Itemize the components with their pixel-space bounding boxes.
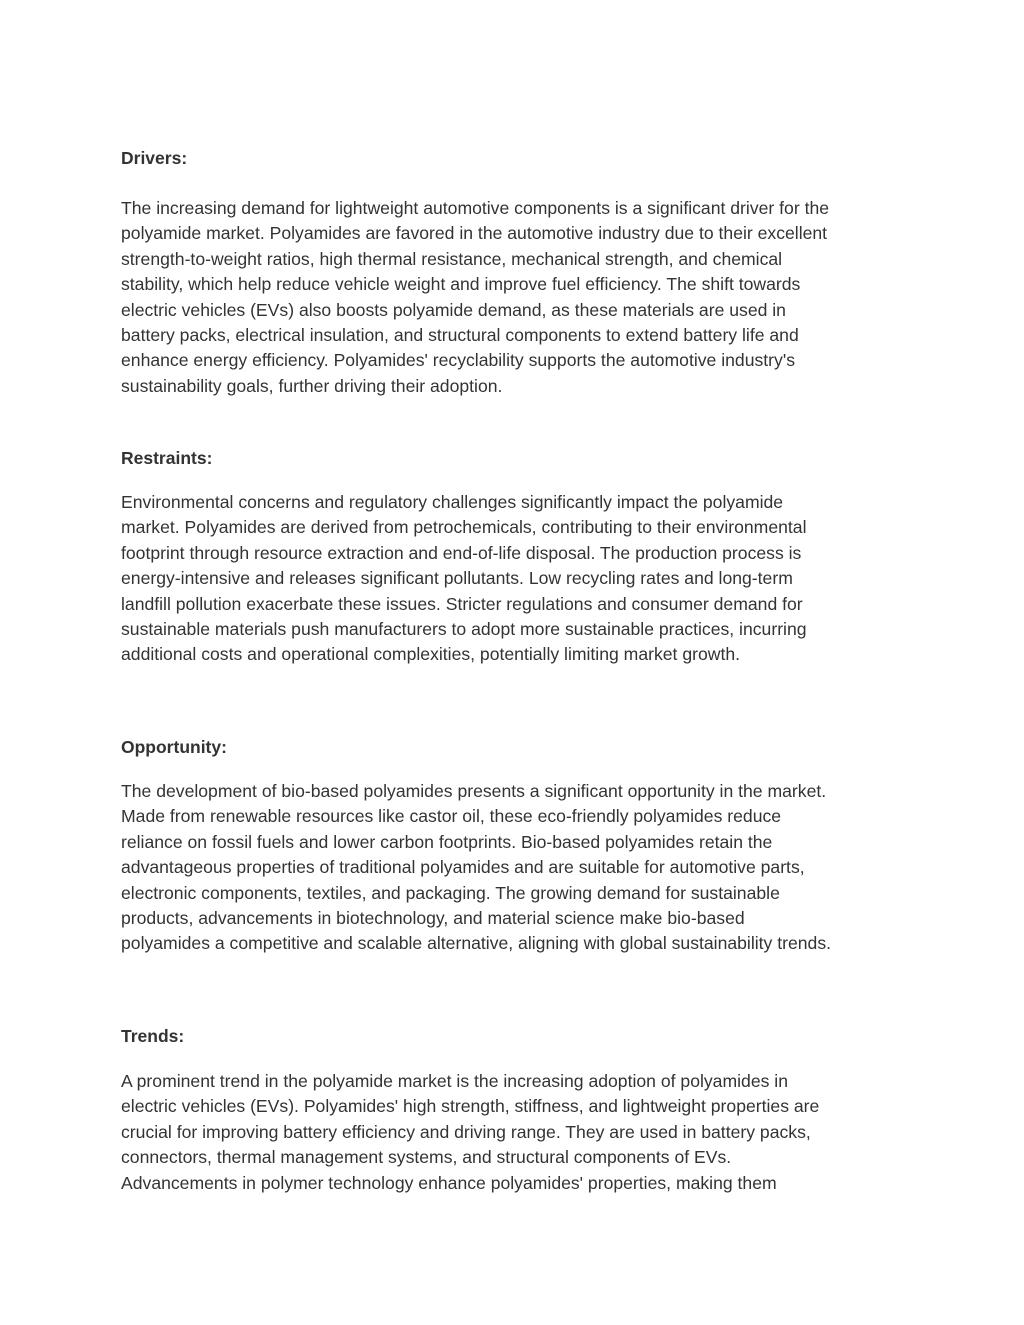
paragraph-line: Environmental concerns and regulatory challenges significantly impact the polyamide <box>121 492 784 512</box>
paragraph-line: energy-intensive and releases significant pollutants. Low recycling rates and long-term <box>121 568 793 589</box>
section-heading-drivers: Drivers: <box>121 148 188 168</box>
paragraph-line: footprint through resource extraction and end-of-life disposal. The production process is <box>121 542 802 563</box>
paragraph-line: battery packs, electrical insulation, and structural components to extend battery life and <box>121 325 799 346</box>
paragraph-line: sustainability goals, further driving their adoption. <box>121 375 503 396</box>
paragraph-line: sustainable materials push manufacturers to adopt more sustainable practices, incurring <box>121 619 807 640</box>
paragraph-line: Advancements in polymer technology enhance polyamides' properties, making them <box>121 1172 777 1193</box>
paragraph-line: stability, which help reduce vehicle weight and improve fuel efficiency. The shift towards <box>121 274 801 295</box>
paragraph-line: electronic components, textiles, and packaging. The growing demand for sustainable <box>121 882 780 903</box>
section-heading-restraints: Restraints: <box>121 448 213 468</box>
paragraph-line: advantageous properties of traditional polyamides and are suitable for automotive parts, <box>121 857 805 878</box>
paragraph-line: strength-to-weight ratios, high thermal resistance, mechanical strength, and chemical <box>121 248 783 269</box>
paragraph-line: connectors, thermal management systems, and structural components of EVs. <box>121 1147 732 1168</box>
section-paragraph-opportunity <box>121 779 911 957</box>
paragraph-line: A prominent trend in the polyamide market is the increasing adoption of polyamides in <box>121 1071 788 1091</box>
paragraph-line: crucial for improving battery efficiency and driving range. They are used in battery packs, <box>121 1121 811 1142</box>
section-paragraph-drivers <box>121 196 911 399</box>
paragraph-line: landfill pollution exacerbate these issues. Stricter regulations and consumer demand for <box>121 593 803 614</box>
paragraph-line: electric vehicles (EVs). Polyamides' high strength, stiffness, and lightweight properties are <box>121 1096 820 1117</box>
paragraph-line: market. Polyamides are derived from petrochemicals, contributing to their environmental <box>121 517 807 538</box>
paragraph-line: reliance on fossil fuels and lower carbon footprints. Bio-based polyamides retain the <box>121 831 773 852</box>
paragraph-line: Made from renewable resources like castor oil, these eco-friendly polyamides reduce <box>121 806 782 827</box>
paragraph-line: additional costs and operational complexities, potentially limiting market growth. <box>121 644 741 665</box>
paragraph-line: polyamide market. Polyamides are favored in the automotive industry due to their excellent <box>121 223 828 244</box>
section-heading-trends: Trends: <box>121 1026 185 1046</box>
section-paragraph-restraints <box>121 490 911 668</box>
paragraph-line: enhance energy efficiency. Polyamides' recyclability supports the automotive industry's <box>121 350 795 371</box>
section-heading-opportunity: Opportunity: <box>121 737 227 757</box>
paragraph-line: electric vehicles (EVs) also boosts polyamide demand, as these materials are used in <box>121 299 786 320</box>
paragraph-line: The increasing demand for lightweight automotive components is a significant driver for the <box>121 198 830 218</box>
paragraph-line: The development of bio-based polyamides presents a significant opportunity in the market. <box>121 781 827 801</box>
paragraph-line: products, advancements in biotechnology, and material science make bio-based <box>121 908 745 929</box>
section-paragraph-trends <box>121 1069 911 1196</box>
paragraph-line: polyamides a competitive and scalable alternative, aligning with global sustainability trends. <box>121 933 832 954</box>
